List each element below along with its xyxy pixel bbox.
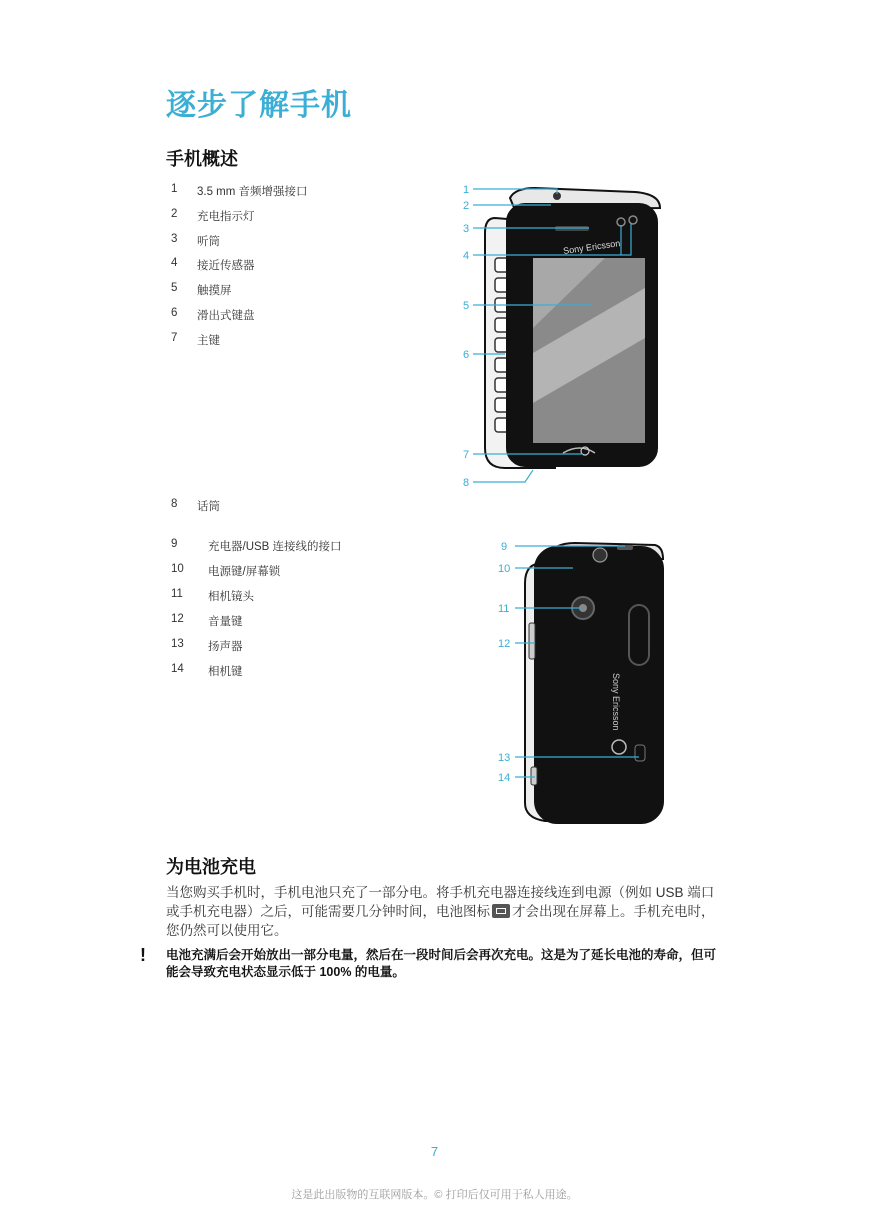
svg-text:3: 3 <box>463 223 470 235</box>
battery-icon <box>492 904 510 918</box>
front-parts-list: 1 3.5 mm 音频增强接口 2 充电指示灯 3 听筒 4 接近传感器 5 触摸屏 6 滑出式键盘 7 主键 8 话筒 <box>171 183 308 513</box>
svg-text:10: 10 <box>498 563 511 575</box>
charging-body <box>166 883 726 940</box>
charging-body-part1: 当您购买手机时，手机电池只充了一部分电。将手机充电器连接线连到电源（例如 USB 端口或手机充电器）之后，可能需要几分钟时间，电池图标 <box>166 885 715 919</box>
svg-text:6: 6 <box>463 349 470 361</box>
charging-note: 电池充满后会开始放出一部分电量，然后在一段时间后会再次充电。这是为了延长电池的寿命，但可能会导致充电状态显示低于 100% 的电量。 <box>166 948 717 979</box>
phone-back-illustration <box>495 533 675 828</box>
svg-text:11: 11 <box>498 603 510 615</box>
svg-text:4: 4 <box>463 250 470 262</box>
footer-notice: 这是此出版物的互联网版本。© 打印后仅可用于私人用途。 <box>291 1189 578 1201</box>
svg-text:14: 14 <box>498 772 511 784</box>
svg-text:12: 12 <box>498 638 511 650</box>
svg-text:8: 8 <box>463 477 470 489</box>
svg-text:5: 5 <box>463 300 470 312</box>
brand-text: Sony Ericsson <box>562 238 621 257</box>
phone-front-illustration <box>455 178 675 493</box>
charging-heading: 为电池充电 <box>166 857 256 877</box>
warning-icon: ! <box>140 945 146 965</box>
svg-text:1: 1 <box>463 184 470 196</box>
overview-heading: 手机概述 <box>166 149 238 169</box>
charging-body-part2: 才会出现在屏幕上。手机充电时，您仍然可以使用它。 <box>166 904 715 938</box>
svg-text:9: 9 <box>501 541 508 553</box>
page-title: 逐步了解手机 <box>166 89 352 122</box>
page-number: 7 <box>430 1144 439 1159</box>
svg-text:13: 13 <box>498 752 511 764</box>
svg-text:7: 7 <box>463 449 470 461</box>
brand-text: Sony Ericsson <box>611 673 621 731</box>
back-parts-list: 9 充电器/USB 连接线的接口 10 电源键/屏幕锁 11 相机镜头 12 音量键 13 扬声器 14 相机键 <box>171 538 342 678</box>
svg-text:2: 2 <box>463 200 470 212</box>
